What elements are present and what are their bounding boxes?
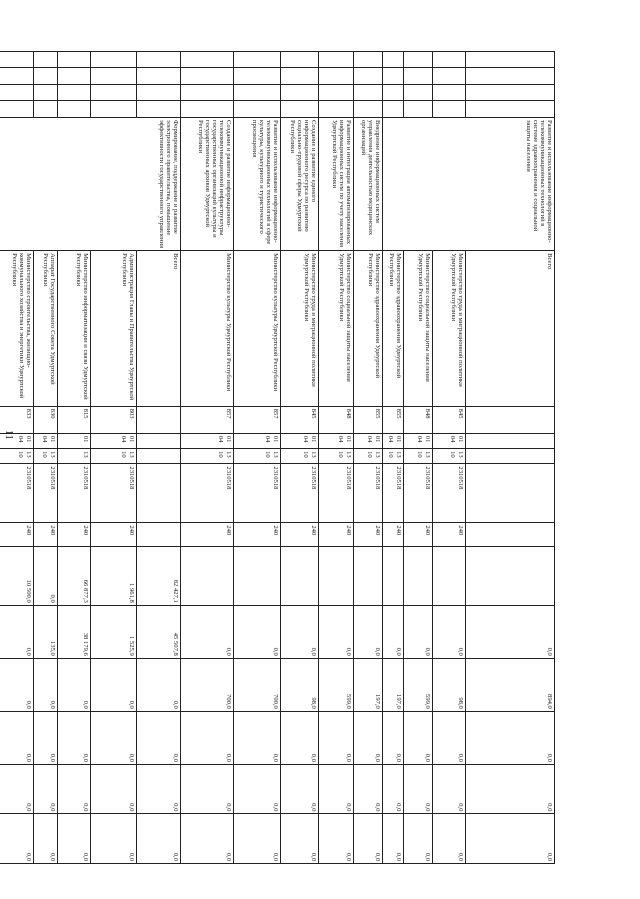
grbs-cell: 830 (34, 406, 58, 433)
csr-cell: 2310518 (319, 464, 354, 523)
value-cell: 0,0 (0, 764, 34, 813)
rz-line: 04 (387, 435, 395, 443)
pr-line: 10 (17, 451, 25, 458)
value-cell: 1 525,9 (91, 605, 137, 658)
executor-cell: Аппарат Государственного Совета Удмуртской Республики (34, 251, 58, 407)
value-cell: 0,0 (383, 814, 404, 864)
executor-cell: Министерство информатизации и связи Удмуртской Республики (58, 251, 91, 407)
rz-line: 04 (17, 435, 25, 443)
rz-line: 04 (449, 435, 457, 443)
grbs-cell: 845 (433, 406, 466, 433)
rz-cell (404, 433, 433, 448)
value-cell: 599,0 (319, 658, 354, 711)
value-cell: 197,0 (383, 658, 404, 711)
value-cell: 0,0 (433, 814, 466, 864)
grbs-cell: 855 (354, 406, 383, 433)
rz-line: 01 (49, 435, 56, 443)
pr-cell (404, 449, 433, 464)
rz-line: 01 (424, 435, 431, 443)
grbs-cell: 833 (0, 406, 34, 433)
value-cell: 0,0 (181, 605, 234, 658)
executor-cell: Министерство социальной защиты населения Удмуртской Республики (319, 251, 354, 407)
value-cell: 0,0 (181, 814, 234, 864)
value-cell (319, 546, 354, 605)
value-cell: 0,0 (281, 711, 319, 764)
rz-line: 04 (337, 435, 345, 443)
grbs-cell: 815 (58, 406, 91, 433)
value-cell: 0,0 (466, 764, 555, 813)
pr-cell (58, 449, 91, 464)
table-row (181, 52, 234, 864)
csr-cell: 2310518 (354, 464, 383, 523)
pr-cell (281, 449, 319, 464)
vr-cell: 240 (0, 523, 34, 547)
value-cell: 45 507,8 (137, 605, 181, 658)
executor-cell: Министерство социальной защиты населения Удмуртской Республики (404, 251, 433, 407)
event-cell: Внедрение информационных систем управления деятельностью медицинских организаций (354, 117, 383, 250)
grbs-cell: 845 (281, 406, 319, 433)
value-cell: 0,0 (234, 605, 281, 658)
rz-line: 01 (345, 435, 352, 443)
value-cell: 0,0 (234, 764, 281, 813)
pr-cell (319, 449, 354, 464)
value-cell: 98,0 (433, 658, 466, 711)
vr-cell: 240 (234, 523, 281, 547)
value-cell: 0,0 (91, 764, 137, 813)
value-cell: 0,0 (319, 814, 354, 864)
rz-cell (433, 433, 466, 448)
value-cell (404, 546, 433, 605)
pr-cell (433, 449, 466, 464)
value-cell: 0,0 (466, 814, 555, 864)
pr-cell (34, 449, 58, 464)
value-cell: 0,0 (137, 764, 181, 813)
value-cell: 135,0 (34, 605, 58, 658)
grbs-cell (137, 406, 181, 433)
value-cell: 0,0 (58, 764, 91, 813)
rz-cell (91, 433, 137, 448)
rz-line: 04 (217, 435, 225, 443)
value-cell: 0,0 (137, 711, 181, 764)
value-cell (433, 546, 466, 605)
value-cell: 0,0 (34, 814, 58, 864)
rz-cell (137, 433, 181, 448)
executor-cell: Министерство труда и миграционной политики Удмуртской Республики (281, 251, 319, 407)
vr-cell: 240 (383, 523, 404, 547)
event-cell: Создание и развитие информационно-телекоммуникационной инфраструктуры государственных организаций культуры и государственных архивов Удмуртской Республики (181, 117, 234, 250)
vr-cell (137, 523, 181, 547)
value-cell: 0,0 (466, 605, 555, 658)
rz-line: 04 (264, 435, 272, 443)
pr-line: 10 (387, 451, 395, 458)
value-cell: 82 427,1 (137, 546, 181, 605)
executor-cell: Всего (137, 251, 181, 407)
pr-line: 10 (366, 451, 374, 458)
value-cell (466, 546, 555, 605)
csr-cell: 2310518 (58, 464, 91, 523)
value-cell: 599,0 (404, 658, 433, 711)
rz-cell (383, 433, 404, 448)
rz-cell (34, 433, 58, 448)
pr-line: 13 (395, 451, 402, 458)
grbs-cell (466, 406, 555, 433)
pr-line: 13 (225, 451, 232, 458)
csr-cell: 2310518 (181, 464, 234, 523)
pr-cell (354, 449, 383, 464)
rz-cell (58, 433, 91, 448)
rz-line: 01 (128, 435, 135, 443)
pr-line: 10 (264, 451, 272, 458)
value-cell: 0,0 (91, 711, 137, 764)
pr-line: 13 (82, 451, 89, 458)
value-cell: 0,0 (281, 764, 319, 813)
vr-cell: 240 (181, 523, 234, 547)
vr-cell: 240 (281, 523, 319, 547)
event-cell: Создание и развитие единого информационного ресурса по развитию социально-трудовой сферы Удмуртской Республики (281, 117, 319, 250)
pr-line: 10 (449, 451, 457, 458)
csr-cell (137, 464, 181, 523)
executor-cell: Всего (466, 251, 555, 407)
event-cell: Формирование, поддержание и развитие электронного правительства, повышение эффективности государственного управления (0, 117, 181, 250)
rz-line: 01 (272, 435, 279, 443)
pr-line: 13 (374, 451, 381, 458)
pr-line: 13 (25, 451, 32, 458)
grbs-cell: 848 (319, 406, 354, 433)
executor-cell: Министерство культуры Удмуртской Республики (181, 251, 234, 407)
csr-cell: 2310518 (0, 464, 34, 523)
value-cell: 0,0 (34, 658, 58, 711)
vr-cell: 240 (319, 523, 354, 547)
value-cell: 0,0 (234, 711, 281, 764)
csr-cell: 2310518 (34, 464, 58, 523)
value-cell: 0,0 (383, 605, 404, 658)
rz-line: 01 (25, 435, 32, 443)
vr-cell (466, 523, 555, 547)
executor-cell: Министерство труда и миграционной политики Удмуртской Республики (433, 251, 466, 407)
csr-cell: 2310518 (91, 464, 137, 523)
table-row (354, 52, 383, 864)
executor-cell: Министерство здравоохранения Удмуртской Республики (354, 251, 383, 407)
value-cell: 0,0 (0, 605, 34, 658)
rotated-page (10, 51, 555, 864)
executor-cell: Администрация Главы и Правительства Удмуртской Республики (91, 251, 137, 407)
pr-cell (0, 449, 34, 464)
pr-line: 13 (272, 451, 279, 458)
pr-line: 13 (345, 451, 352, 458)
rz-cell (234, 433, 281, 448)
value-cell: 0,0 (91, 658, 137, 711)
value-cell (234, 546, 281, 605)
value-cell: 0,0 (354, 814, 383, 864)
value-cell: 0,0 (58, 658, 91, 711)
value-cell (181, 546, 234, 605)
rz-line: 01 (395, 435, 402, 443)
value-cell: 0,0 (354, 605, 383, 658)
rz-line: 01 (374, 435, 381, 443)
csr-cell: 2310518 (433, 464, 466, 523)
value-cell: 0,0 (354, 711, 383, 764)
rz-line: 04 (41, 435, 49, 443)
table-row (466, 52, 555, 864)
value-cell: 98,0 (281, 658, 319, 711)
pr-line: 10 (120, 451, 128, 458)
table-row (319, 52, 354, 864)
csr-cell: 2310518 (281, 464, 319, 523)
rz-line: 01 (82, 435, 89, 443)
pr-line: 13 (128, 451, 135, 458)
csr-cell (466, 464, 555, 523)
event-cell: Развитие и интеграция автоматизированных информационных систем по учету населения Удмуртской Республики (319, 117, 354, 250)
grbs-cell: 848 (404, 406, 433, 433)
value-cell: 0,0 (34, 764, 58, 813)
value-cell: 0,0 (404, 605, 433, 658)
value-cell: 0,0 (58, 814, 91, 864)
rz-cell (281, 433, 319, 448)
csr-cell: 2310518 (234, 464, 281, 523)
pr-cell (137, 449, 181, 464)
value-cell: 0,0 (281, 605, 319, 658)
pr-cell (181, 449, 234, 464)
value-cell: 0,0 (319, 711, 354, 764)
value-cell: 0,0 (319, 764, 354, 813)
value-cell: 0,0 (404, 764, 433, 813)
value-cell: 0,0 (404, 814, 433, 864)
value-cell: 0,0 (91, 814, 137, 864)
value-cell: 1 961,8 (91, 546, 137, 605)
value-cell: 197,0 (354, 658, 383, 711)
value-cell: 700,0 (234, 658, 281, 711)
pr-line: 10 (416, 451, 424, 458)
pr-line: 10 (302, 451, 310, 458)
value-cell: 0,0 (433, 711, 466, 764)
value-cell: 0,0 (34, 711, 58, 764)
csr-cell: 2310518 (404, 464, 433, 523)
table-row (281, 52, 319, 864)
pr-cell (383, 449, 404, 464)
executor-cell: Министерство здравоохранения Удмуртской Республики (383, 251, 404, 407)
vr-cell: 240 (354, 523, 383, 547)
value-cell: 0,0 (0, 814, 34, 864)
value-cell: 66 877,3 (58, 546, 91, 605)
pr-line: 10 (41, 451, 49, 458)
rz-line: 04 (120, 435, 128, 443)
value-cell: 0,0 (319, 605, 354, 658)
rz-cell (466, 433, 555, 448)
value-cell: 0,0 (34, 546, 58, 605)
rz-line: 01 (310, 435, 317, 443)
grbs-cell: 857 (234, 406, 281, 433)
value-cell (383, 546, 404, 605)
rz-line: 04 (416, 435, 424, 443)
value-cell: 10 500,0 (0, 546, 34, 605)
grbs-cell: 803 (91, 406, 137, 433)
pr-line: 13 (457, 451, 464, 458)
executor-cell: Министерство культуры Удмуртской Республики (234, 251, 281, 407)
pr-cell (234, 449, 281, 464)
budget-table (0, 51, 555, 864)
pr-cell (466, 449, 555, 464)
value-cell: 0,0 (466, 711, 555, 764)
value-cell: 0,0 (137, 658, 181, 711)
vr-cell: 240 (404, 523, 433, 547)
table-row (137, 52, 181, 864)
value-cell (354, 546, 383, 605)
rz-line: 01 (457, 435, 464, 443)
grbs-cell: 855 (383, 406, 404, 433)
vr-cell: 240 (433, 523, 466, 547)
vr-cell: 240 (58, 523, 91, 547)
value-cell: 0,0 (433, 605, 466, 658)
pr-line: 10 (217, 451, 225, 458)
value-cell: 0,0 (181, 764, 234, 813)
value-cell: 38 179,6 (58, 605, 91, 658)
vr-cell: 240 (34, 523, 58, 547)
value-cell: 0,0 (181, 711, 234, 764)
value-cell: 700,0 (181, 658, 234, 711)
value-cell: 0,0 (281, 814, 319, 864)
value-cell: 0,0 (234, 814, 281, 864)
pr-line: 13 (310, 451, 317, 458)
value-cell: 0,0 (0, 711, 34, 764)
pr-cell (91, 449, 137, 464)
csr-cell: 2310518 (383, 464, 404, 523)
rz-cell (354, 433, 383, 448)
rz-cell (0, 433, 34, 448)
value-cell: 0,0 (383, 711, 404, 764)
event-cell: Развитие и использование информационно-телекоммуникационных технологий в системе здравоохранения и социальной защиты населения (383, 117, 555, 250)
rz-cell (181, 433, 234, 448)
executor-cell: Министерство строительства, жилищно-коммунального хозяйства и энергетики Удмуртской Республики (0, 251, 34, 407)
value-cell: 0,0 (404, 711, 433, 764)
value-cell: 0,0 (433, 764, 466, 813)
event-cell: Развитие и использование информационно-телекоммуникационных технологий в сфере культуры, культурного и туристического просвещения (234, 117, 281, 250)
grbs-cell: 857 (181, 406, 234, 433)
value-cell: 0,0 (383, 764, 404, 813)
table-row (234, 52, 281, 864)
value-cell: 0,0 (0, 658, 34, 711)
vr-cell: 240 (91, 523, 137, 547)
rz-line: 01 (225, 435, 232, 443)
pr-line: 13 (49, 451, 56, 458)
page-number: 11 (3, 430, 14, 440)
value-cell (281, 546, 319, 605)
rz-line: 04 (366, 435, 374, 443)
value-cell: 0,0 (354, 764, 383, 813)
pr-line: 13 (424, 451, 431, 458)
pr-line: 10 (337, 451, 345, 458)
rz-line: 04 (302, 435, 310, 443)
value-cell: 894,0 (466, 658, 555, 711)
rz-cell (319, 433, 354, 448)
value-cell: 0,0 (137, 814, 181, 864)
value-cell: 0,0 (58, 711, 91, 764)
